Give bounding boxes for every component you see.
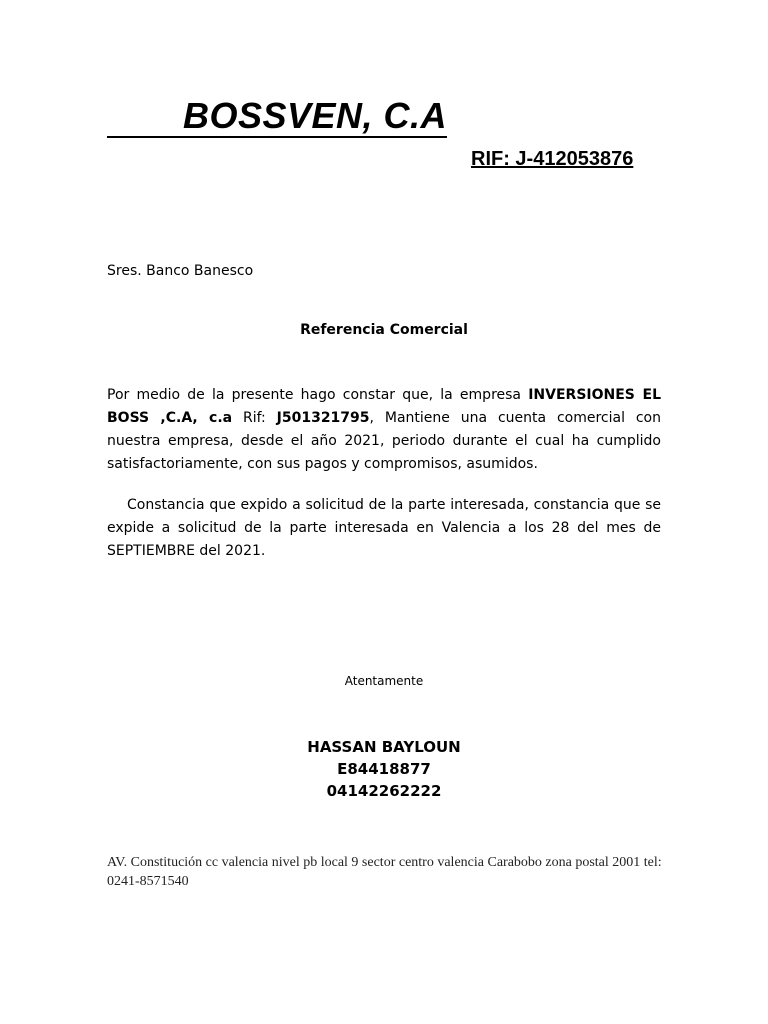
signer-name: HASSAN BAYLOUN <box>307 738 461 756</box>
salutation: Sres. Banco Banesco <box>107 263 254 279</box>
signature-block <box>107 736 661 802</box>
company-rif: RIF: J-412053876 <box>471 148 634 170</box>
paragraph-rest: , Mantiene una cuenta comercial con nuestra empresa, desde el año 2021, periodo durante el cual ha cumplido satisfactoriamente, con sus pagos y compromisos, asumidos. <box>107 410 661 472</box>
referenced-company-rif: J501321795 <box>276 410 370 426</box>
signer-id: E84418877 <box>337 760 431 778</box>
footer-address: AV. Constitución cc valencia nivel pb local 9 sector centro valencia Carabobo zona postal 2001 tel: 0241-8571540 <box>107 855 662 889</box>
paragraph-reference <box>107 384 661 476</box>
company-name: BOSSVEN, C.A <box>107 96 447 138</box>
signer-phone: 04142262222 <box>326 782 442 800</box>
closing: Atentamente <box>344 674 424 688</box>
letter-subject: Referencia Comercial <box>300 322 468 338</box>
rif-label: Rif: <box>232 410 277 426</box>
referenced-company: INVERSIONES EL BOSS ,C.A, c.a <box>107 387 661 426</box>
paragraph-constancia: Constancia que expido a solicitud de la parte interesada, constancia que se expide a solicitud de la parte interesada en Valencia a los 28 del mes de SEPTIEMBRE del 2021. <box>107 497 661 559</box>
paragraph-intro: Por medio de la presente hago constar que, la empresa <box>107 387 529 403</box>
